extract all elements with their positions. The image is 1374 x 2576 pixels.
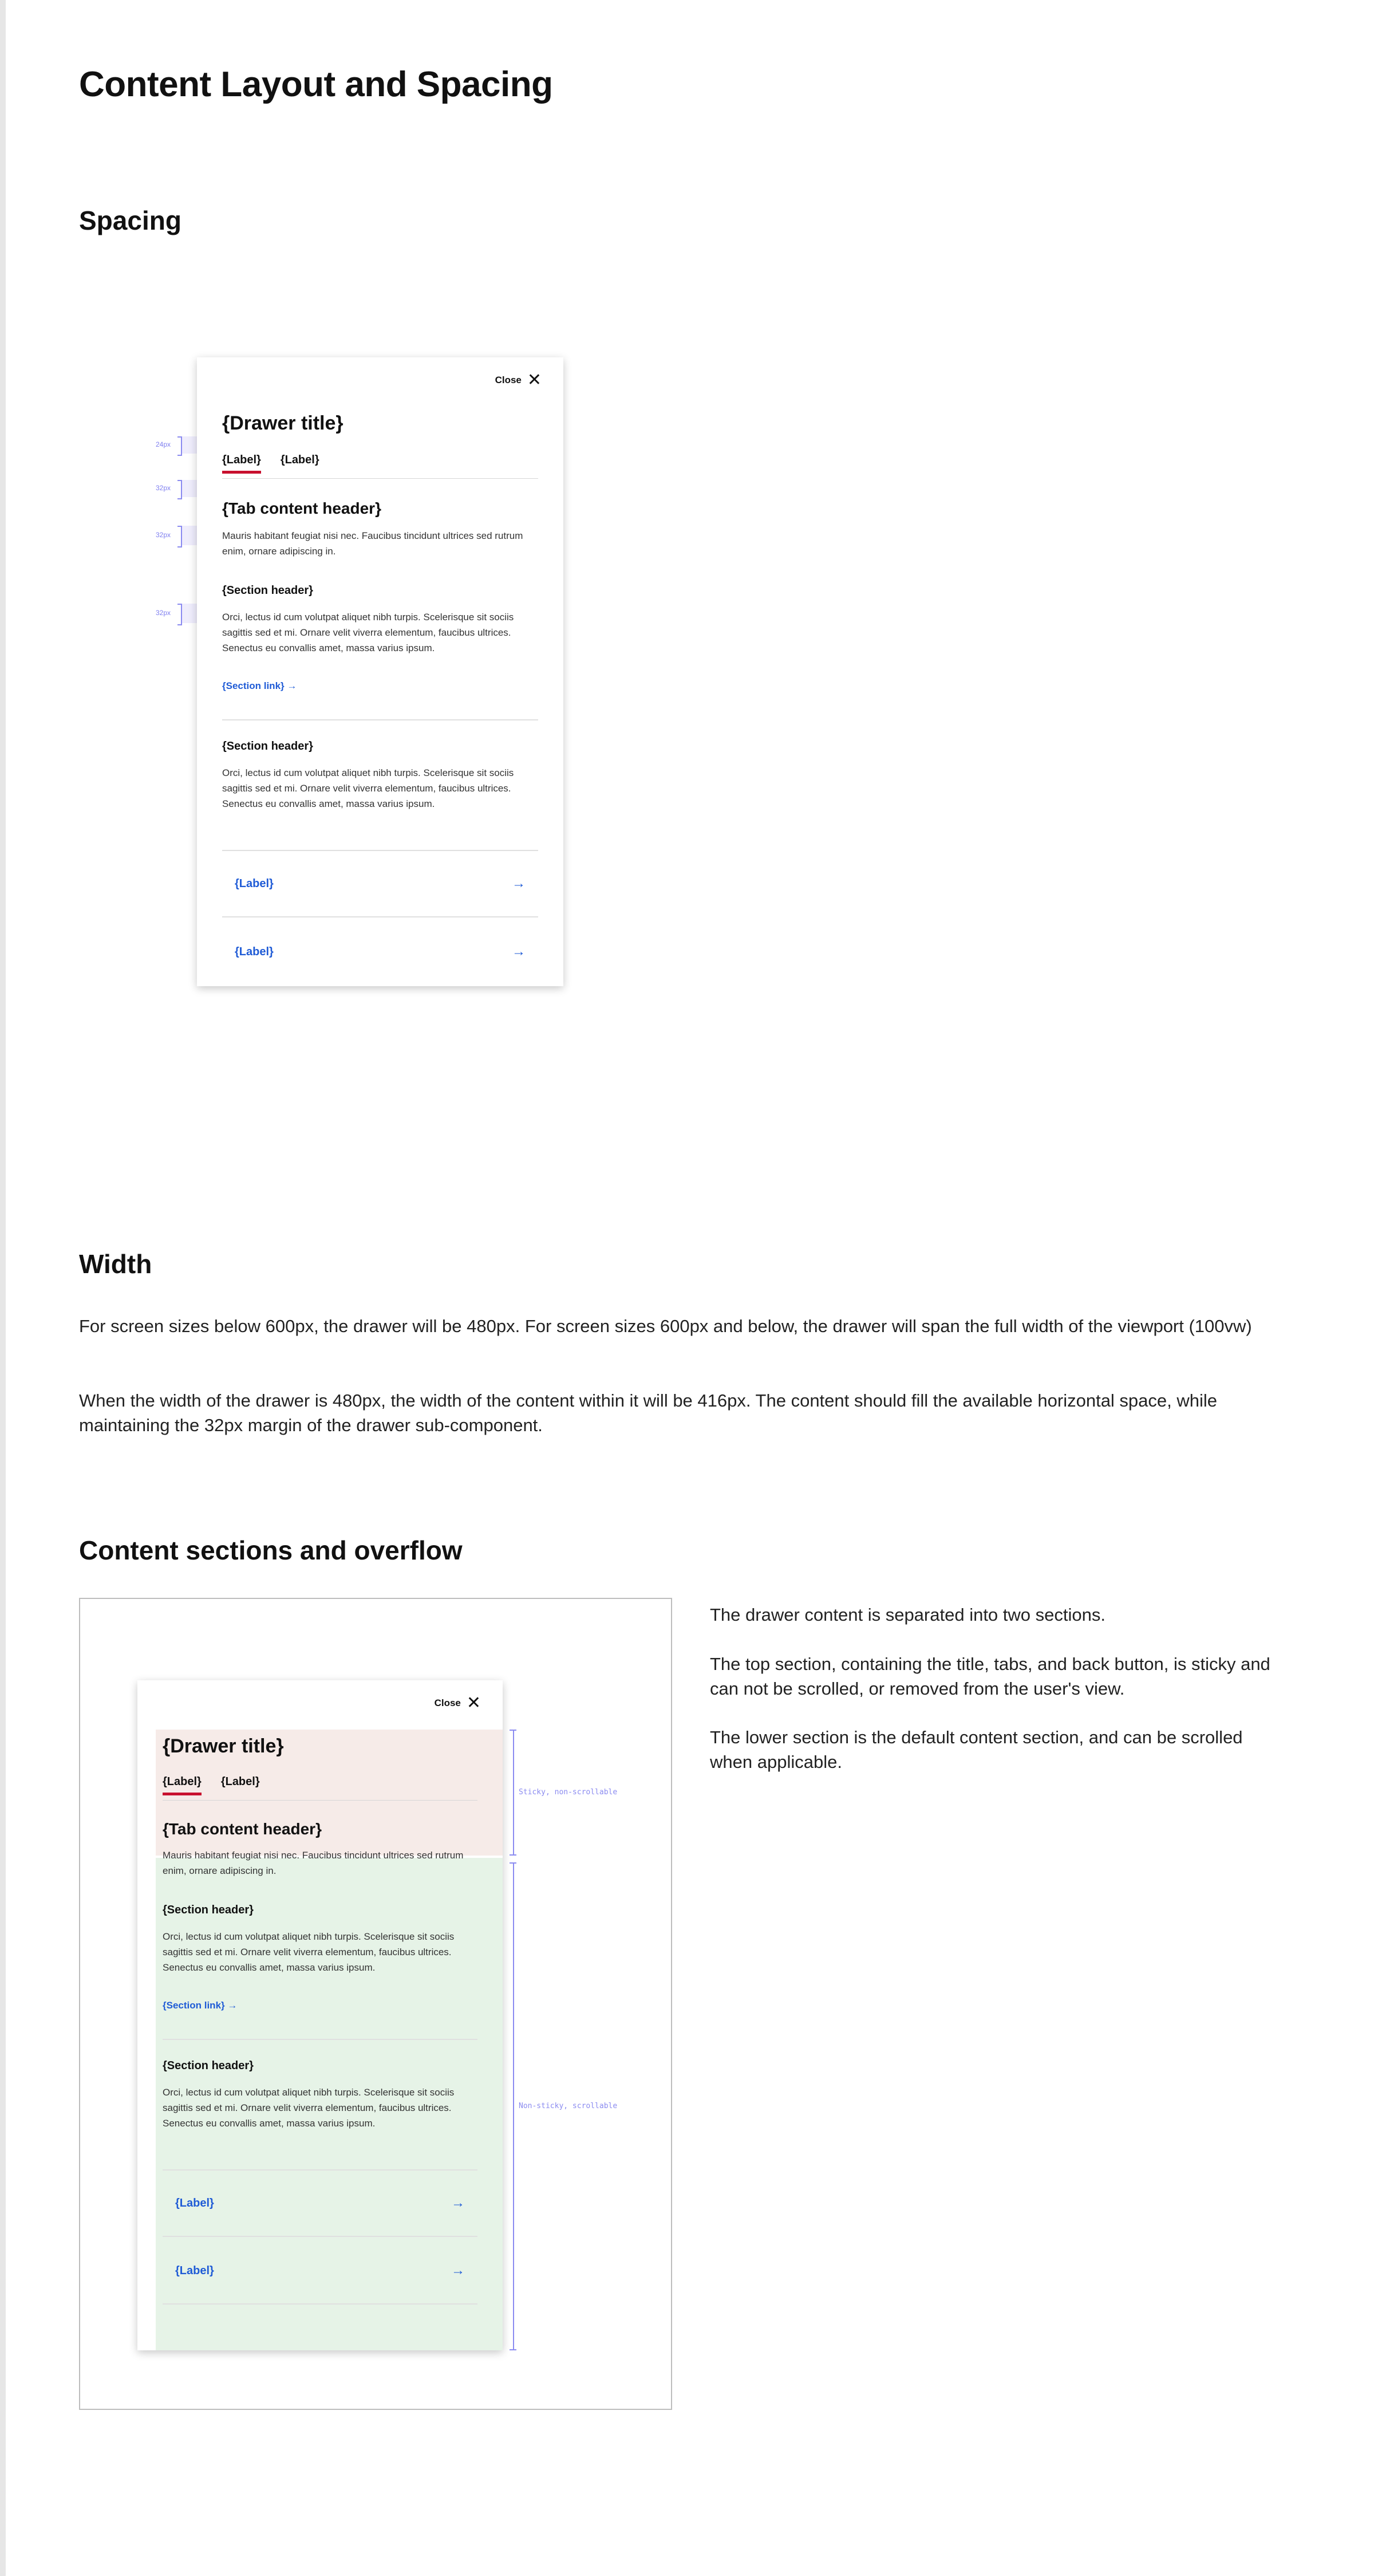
section-header-1: {Section header} xyxy=(222,584,313,597)
link-row-label: {Label} xyxy=(235,945,274,958)
spacing-bracket xyxy=(177,480,182,499)
intro-text: Mauris habitant feugiat nisi nec. Faucibus tincidunt ultrices sed rutrum enim, ornare adipiscing in. xyxy=(222,530,523,557)
section-header-1: {Section header} xyxy=(163,1904,254,1916)
section-link-label: {Section link} xyxy=(163,2000,225,2011)
arrow-right-icon: → xyxy=(451,2263,465,2278)
close-label: Close xyxy=(434,1697,461,1708)
close-button[interactable] xyxy=(495,371,542,389)
intro-text: Mauris habitant feugiat nisi nec. Faucibus tincidunt ultrices sed rutrum enim, ornare adipiscing in. xyxy=(163,1850,464,1876)
spacing-heading: Spacing xyxy=(79,206,181,235)
link-row-1[interactable] xyxy=(163,2171,477,2237)
section-text-1: Orci, lectus id cum volutpat aliquet nibh turpis. Scelerisque sit sociis sagittis sed et mi. Ornare velit viverra elementum, faucibus ultrices. Senectus eu convallis amet, massa varius ipsum. xyxy=(222,612,514,653)
section-header-2: {Section header} xyxy=(222,740,313,753)
overflow-paragraph-2: The top section, containing the title, tabs, and back button, is sticky and can not be scrolled, or removed from the user's view. xyxy=(710,1654,1270,1699)
section-header-2: {Section header} xyxy=(163,2059,254,2072)
arrow-right-icon: → xyxy=(512,876,526,891)
close-icon: ✕ xyxy=(466,1693,481,1712)
overflow-paragraph-1: The drawer content is separated into two sections. xyxy=(710,1605,1105,1625)
scroll-section-label: Non-sticky, scrollable xyxy=(519,2102,618,2110)
link-row-label: {Label} xyxy=(175,2264,214,2277)
link-row-label: {Label} xyxy=(175,2196,214,2209)
width-heading: Width xyxy=(79,1249,152,1279)
close-button[interactable] xyxy=(434,1693,481,1712)
spacing-bracket xyxy=(177,526,182,548)
tab-divider xyxy=(163,1800,477,1801)
width-paragraph-2: When the width of the drawer is 480px, the width of the content within it will be 416px. The content should fill the available horizontal space, while maintaining the 32px margin of the drawer sub-component. xyxy=(79,1391,1218,1435)
spacing-bracket xyxy=(177,436,182,456)
range-tick xyxy=(510,2349,516,2350)
range-tick xyxy=(510,1730,516,1731)
link-row-2[interactable] xyxy=(222,919,538,985)
left-rail xyxy=(0,0,6,2576)
link-row-1[interactable] xyxy=(222,851,538,917)
range-tick xyxy=(510,1862,516,1864)
tab-second[interactable]: {Label} xyxy=(220,1775,260,1788)
tab-first[interactable]: {Label} xyxy=(163,1775,202,1795)
drawer-tabs xyxy=(163,1775,260,1795)
arrow-right-icon: → xyxy=(451,2195,465,2211)
drawer-mockup xyxy=(197,357,563,986)
close-label: Close xyxy=(495,375,522,385)
section-link-label: {Section link} xyxy=(222,680,285,691)
link-row-label: {Label} xyxy=(235,877,274,890)
tab-second[interactable]: {Label} xyxy=(280,454,319,466)
section-divider xyxy=(222,719,538,720)
spacing-spec-2: 32px xyxy=(156,484,171,492)
link-row-2[interactable] xyxy=(163,2238,477,2305)
section-text-2: Orci, lectus id cum volutpat aliquet nibh turpis. Scelerisque sit sociis sagittis sed et mi. Ornare velit viverra elementum, faucibus ultrices. Senectus eu convallis amet, massa varius ipsum. xyxy=(163,2087,455,2129)
tab-divider xyxy=(222,478,538,479)
drawer-title: {Drawer title} xyxy=(222,412,344,434)
arrow-right-icon: → xyxy=(287,680,297,691)
scroll-range-line xyxy=(513,1862,514,2350)
spacing-spec-1: 24px xyxy=(156,440,171,448)
overflow-heading: Content sections and overflow xyxy=(79,1535,463,1565)
arrow-right-icon: → xyxy=(512,944,526,959)
width-paragraph-1: For screen sizes below 600px, the drawer will be 480px. For screen sizes 600px and below, the drawer will span the full width of the viewport (100vw) xyxy=(79,1316,1252,1336)
arrow-right-icon: → xyxy=(227,2000,238,2011)
section-divider xyxy=(163,2039,477,2040)
page-title: Content Layout and Spacing xyxy=(79,65,553,104)
spacing-spec-3: 32px xyxy=(156,531,171,539)
range-tick xyxy=(510,1854,516,1856)
close-icon: ✕ xyxy=(527,371,542,389)
tab-content-header: {Tab content header} xyxy=(163,1820,322,1838)
overflow-drawer-mockup xyxy=(137,1680,503,2350)
section-link[interactable] xyxy=(163,2000,237,2011)
sticky-section-label: Sticky, non-scrollable xyxy=(519,1788,618,1797)
sticky-range-line xyxy=(513,1730,514,1856)
tab-first[interactable]: {Label} xyxy=(222,454,261,474)
section-text-2: Orci, lectus id cum volutpat aliquet nibh turpis. Scelerisque sit sociis sagittis sed et mi. Ornare velit viverra elementum, faucibus ultrices. Senectus eu convallis amet, massa varius ipsum. xyxy=(222,767,514,809)
drawer-title: {Drawer title} xyxy=(163,1735,284,1757)
section-text-1: Orci, lectus id cum volutpat aliquet nibh turpis. Scelerisque sit sociis sagittis sed et mi. Ornare velit viverra elementum, faucibus ultrices. Senectus eu convallis amet, massa varius ipsum. xyxy=(163,1931,455,1973)
drawer-tabs xyxy=(222,454,319,474)
section-link[interactable] xyxy=(222,680,297,692)
tab-content-header: {Tab content header} xyxy=(222,499,381,517)
overflow-paragraph-3: The lower section is the default content section, and can be scrolled when applicable. xyxy=(710,1727,1243,1772)
spacing-bracket xyxy=(177,604,182,625)
spacing-spec-4: 32px xyxy=(156,609,171,617)
